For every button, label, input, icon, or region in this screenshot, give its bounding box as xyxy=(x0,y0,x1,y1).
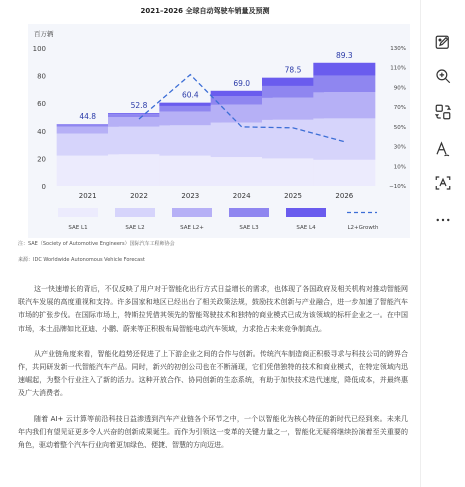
text-scan-icon xyxy=(434,174,452,192)
text-style-icon xyxy=(434,140,452,158)
x-tick-label: 2023 xyxy=(181,192,200,200)
legend-label: SAE L2 xyxy=(125,225,145,231)
note-source: 来源：IDC Worldwide Autonomous Vehicle Forecast xyxy=(18,257,145,263)
y2-tick-label: 10% xyxy=(393,164,406,171)
bar-total-label: 44.8 xyxy=(79,112,97,122)
legend-swatch xyxy=(115,208,155,217)
bar-segment-sael2 xyxy=(313,92,375,118)
y-tick-label: 20 xyxy=(37,155,46,164)
y2-tick-label: 90% xyxy=(393,85,406,92)
legend-label: SAE L4 xyxy=(296,225,316,231)
note-sae: 注：SAE（Society of Automotive Engineers）国际汽车工程师协会 xyxy=(18,241,175,247)
bar-segment-sael3 xyxy=(313,76,375,93)
swap-button[interactable] xyxy=(430,99,456,125)
x-tick-label: 2025 xyxy=(284,192,302,200)
zoom-in-button[interactable] xyxy=(430,63,456,89)
legend-label: SAE L3 xyxy=(239,225,259,231)
y2-tick-label: 30% xyxy=(393,144,406,151)
text-scan-button[interactable] xyxy=(430,170,456,196)
text-style-button[interactable] xyxy=(430,136,456,162)
y-tick-label: 40 xyxy=(37,127,46,136)
bar-total-label: 60.4 xyxy=(181,90,199,100)
y-tick-label: 100 xyxy=(32,45,46,53)
x-tick-label: 2022 xyxy=(130,192,148,200)
legend-swatch xyxy=(172,208,212,217)
chart-title: 2021–2026 全球自动驾驶车销量及预测 xyxy=(140,7,270,15)
y2-tick-label: 70% xyxy=(393,105,406,112)
bar-total-label: 78.5 xyxy=(284,65,302,75)
edit-note-button[interactable] xyxy=(430,30,456,56)
bar-total-label: 52.8 xyxy=(130,101,148,111)
article-body xyxy=(18,283,408,464)
swap-icon xyxy=(434,103,452,121)
y2-tick-label: −10% xyxy=(389,184,406,190)
legend-label: L2+Growth xyxy=(347,225,379,231)
legend-swatch xyxy=(58,208,98,217)
legend-label: SAE L1 xyxy=(68,225,88,231)
y-tick-label: 80 xyxy=(37,72,46,81)
chart-svg xyxy=(28,24,410,238)
bar-total-label: 89.3 xyxy=(335,50,353,60)
more-button[interactable] xyxy=(430,207,456,233)
chart-area xyxy=(28,24,410,238)
bar-segment-sael4 xyxy=(313,63,375,76)
legend-swatch xyxy=(229,208,269,217)
zoom-in-icon xyxy=(434,67,452,85)
chart-notes xyxy=(18,241,410,273)
more-icon xyxy=(434,211,452,229)
legend-label: SAE L2+ xyxy=(180,225,204,231)
bar-segment-sael2 xyxy=(313,118,375,159)
bar-segment-sael1 xyxy=(313,160,375,186)
y2-tick-label: 110% xyxy=(390,65,406,72)
x-tick-label: 2021 xyxy=(78,192,97,200)
paragraph-2: 从产业链角度来看，智能化趋势还促进了上下游企业之间的合作与创新。传统汽车制造商正积极寻求与科技公司的跨界合作，共同研发新一代智能汽车产品。同时，新兴的初创公司也在不断涌现，它们凭借独特的技术和商业模式，在特定领域内迅速崛起，为整个行业注入了新的活力。这种开放合作、协同创新的生态系统，有助于加快技术迭代速度，降低成本，并最终惠及广大消费者。 xyxy=(18,349,408,398)
y2-tick-label: 50% xyxy=(393,124,406,131)
y-axis-unit-label: 百万辆 xyxy=(34,30,54,38)
x-tick-label: 2026 xyxy=(335,192,354,200)
legend-swatch xyxy=(286,208,326,217)
bar-total-label: 69.0 xyxy=(233,78,251,88)
right-toolbar xyxy=(420,0,465,487)
y-tick-label: 0 xyxy=(41,183,46,191)
y-tick-label: 60 xyxy=(37,100,46,109)
y2-tick-label: 130% xyxy=(390,46,406,52)
paragraph-1: 这一快速增长的背后，不仅反映了用户对于智能化出行方式日益增长的需求，也体现了各国政府及相关机构对推动智能网联汽车发展的高度重视和支持。许多国家和地区已经出台了相关政策法规，鼓励技术创新与产业融合，进一步加速了智能汽车市场的扩张步伐。在国际市场上，特斯拉凭借其领先的智能驾驶技术和独特的商业模式已成为该领域的标杆企业之一。在中国市场，本土品牌如比亚迪、小鹏、蔚来等正积极布局智能电动汽车领域，力求抢占未来竞争制高点。 xyxy=(18,285,408,333)
edit-note-icon xyxy=(434,34,452,52)
paragraph-3: 随着 AI+ 云计算等前沿科技日益渗透到汽车产业链各个环节之中，一个以智能化为核心特征的新时代已经到来。未来几年内我们有望见证更多令人兴奋的创新成果诞生。而作为引领这一变革的关键力量之一，智能化无疑将继续扮演着至关重要的角色，驱动着整个汽车行业向着更加绿色、便捷、智慧的方向迈进。 xyxy=(18,414,408,450)
x-tick-label: 2024 xyxy=(232,192,251,200)
